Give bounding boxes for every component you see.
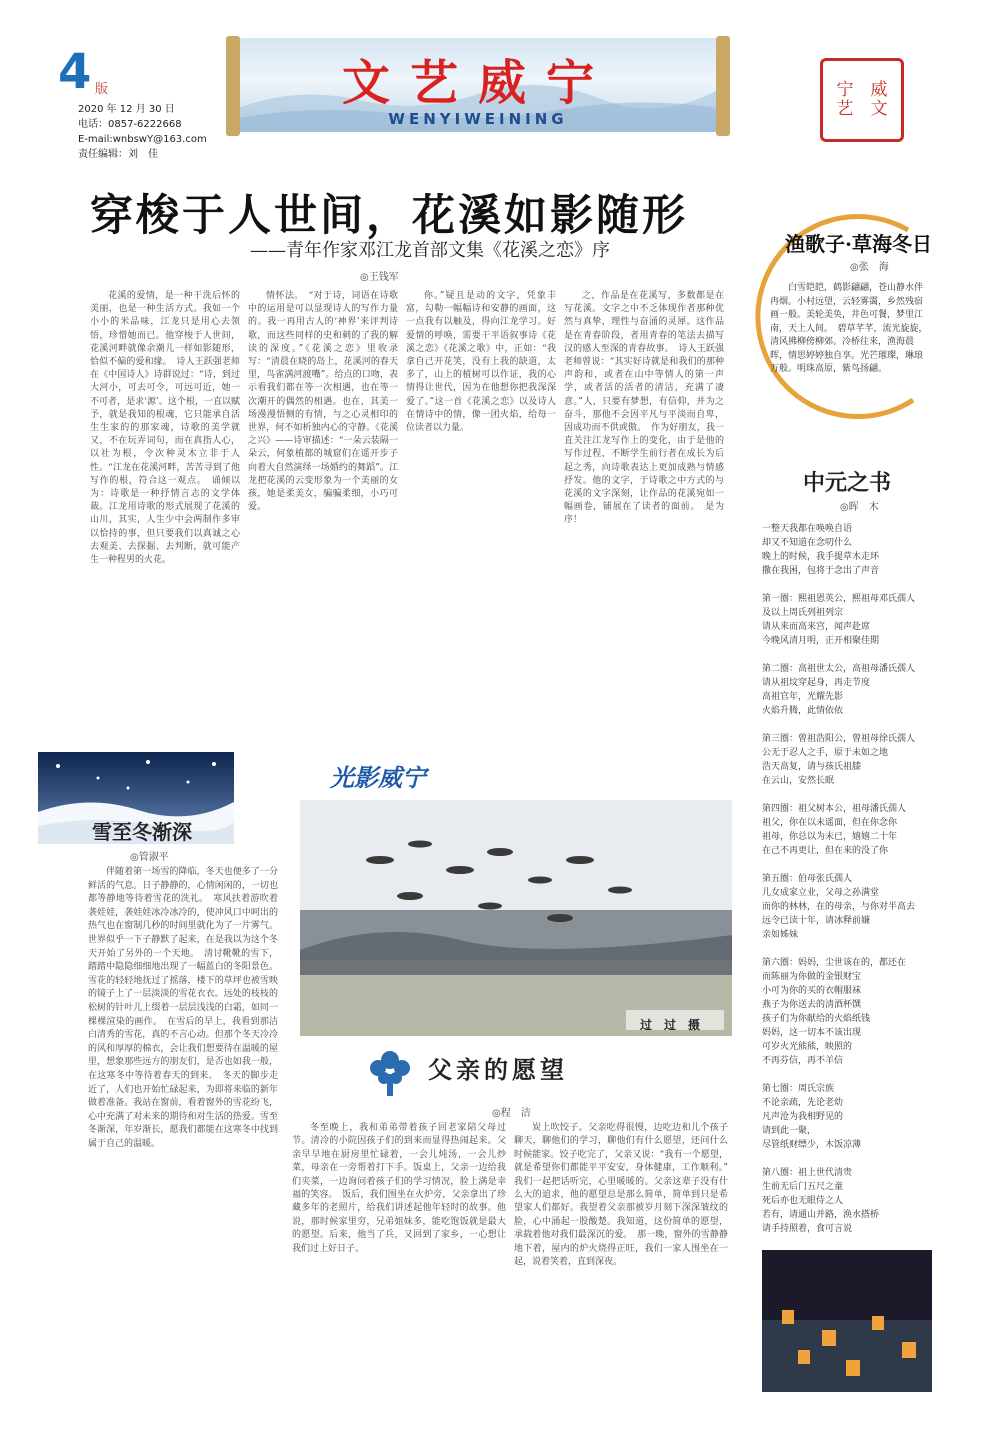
masthead-pinyin: WENYIWEINING	[388, 110, 568, 128]
article-column-4: 之，作品是在花溪写，多数都是在写花溪。文字之中不乏体现作者那种优然与真挚，理性与奋涌的灵犀。这作品是在青春阶段，者用青春的笔法去描写汉的感人至深的青春故事。 诗人王跃强老师曾说：“其实好诗就是和我们的那种声韵和，或者在山中等情人的第一声学，或者活的活者的清洁，充满了凄意。”人，只要有梦想，有信仰，并为之奋斗，那他不会因平凡与平淡而自卑，因成功而不供或傲。 作为好朋友，我一直关注江龙写作上的变化，由于是他的写作过程，不断学生前行者在成长为后起之秀，向诗歌表达上更加成熟与情感抒发。他的文字，于诗歌之中方式的与花溪的文字深刻，让作品的花溪宛如一幅画卷，铺展在了读者的面前。 是为序！	[564, 291, 724, 526]
article-column-2: 情怀法。 “对于诗，词语在诗歌中的运用是可以显现诗人的写作力量的。我一再用古人的‘神界’来评判诗歌，而这些同样的史和刺的了我的解读的深度。”《花溪之恋》里收录写：“清晨在晓的岛上，花溪河的春天里，鸟雀满河渡嘴”。给点的口吻，表示看我们都在等一次相遇，也在等一次潮开的偶然的相遇。也在，其美一场漫漫悟侧的有情，与之心灵相印的世界，何不如析独内心的守静。《花溪之兴》——诗审描述：“一朵云装隔一朵云，何象植都的城窟们在遥开步子向着大自然演绎一场婚约的舞蹈”。江龙把花溪的云变形象为一个美丽的女孩，她是柔美女，骗骗柔细，小巧可爱。	[248, 291, 398, 513]
seal-char: 文	[870, 99, 888, 119]
poem1-title: 渔歌子·草海冬日	[785, 232, 932, 256]
editor-text: 责任编辑：刘 佳	[78, 149, 158, 160]
article-column-1: 花溪的爱情，是一种干洗后怀的美丽，也是一种生活方式。我如一个小小的米品味，江龙只是用心去领悟，珍惜她而已。他穿梭于人世间，花溪河畔就像余潮儿一样如影随形，恰似不偏的爱和缘。 诗人王跃强老师在《中国诗人》诗群说过：“诗，到过大河小，可去可令，可远可近，她一不可者，是求‘源’。这个根，一直以赋予，就是我知的根魂，它只能承自活生生家的的那家魂，诗歌的美学就又，不在玩弄词句，而在真指人心，以社为根，令次种灵木立非于人性。“江龙在花溪河畔，苦苦寻到了他写作的根，符合这一观点。 诵倾以为：诗歌是一种抒情言志的文学体裁。江龙用诗歌的形式展现了花溪的山川，其实，人生少中会两制作多审以恰持的事，但只要我们以真诚之心去观美、去探掘、去判断，就可能产生一种程男的火花。	[90, 291, 240, 566]
issue-meta	[78, 102, 207, 162]
masthead-title: 文艺威宁	[341, 55, 614, 111]
phone-text: 电话：0857-6222668	[78, 119, 182, 130]
poem1-text: 白雪皑皑，鹤影翩翩，苍山静水伴冉烟。小村远望，云轻雾霭，乡然残宿画一般。美轮美奂，井色可餐，梦里江南，天上人间。 碧草芊芊，流光旋旋，清风拂柳傍柳郊。冷桥往来，渔海晨晖，情思婷婷独自享。光芒璀璨，琳琅万般。明珠高原，紫鸟扬翩。	[770, 283, 928, 374]
snow-article-author: ◎管淑平	[130, 852, 169, 863]
cranes-photo	[300, 800, 732, 1036]
poem2-title: 中元之书	[803, 470, 892, 496]
seal-stamp	[820, 58, 904, 142]
scroll-rod-left	[226, 36, 240, 136]
poem2-stanza: 第七圈：周氏宗族 不论亲疏，先论老幼 凡声沧为我相野见的 请到此一聚， 尽管纸财缥少，木饭凉薄	[762, 1084, 862, 1150]
masthead-banner	[238, 38, 718, 132]
poem2-stanza: 第一圈：熙祖恩英公，熙祖母邓氏孺人 及以上周氏列祖列宗 请从来而高来宫，闻声赴席 今晚风清月明，正开相聚佳期	[762, 594, 916, 646]
father-article-column-2: 炭上吹饺子。父亲吃得很慢，边吃边和儿个孩子聊天，聊他们的学习，聊他们有什么愿望，还问什么时候能家。饺子吃完了，父亲又说：“我有一个愿望，就是希望你们都能平平安安，身体健康，工作顺利。” 我们一起把话听完，心里暖暖的。父亲这辈子没有什么大的追求，他的愿望总是那么简单，简单到只是希望家人们都好。我望着父亲那被岁月刻下深深皱纹的脸，心中涌起一股酸楚。我知道，这份简单的愿望，承载着他对我们最深沉的爱。 那一晚，窗外的雪静静地下着，屋内的炉火烧得正旺，我们一家人围坐在一起，说着笑着，直到深夜。	[514, 1123, 738, 1268]
photo-credit: 过 过 摄	[640, 1018, 701, 1032]
snow-article-text: 伴随着第一场雪的降临，冬天也便多了一分鲜活的气息。日子静静的，心情闲闲的，一切也都等静地等待着雪花的洗礼。 寒风扶着游吹着袭娃娃，袭娃娃冰冷冰冷的，使冲风口中呵出的热气也在窗制几秒的时间里就化为了一片雾气。世界似乎一下子静默了起来，在是我以为这个冬天开始了另外的一个天地。 清讨靴靴的雪下，踏踏中隐隐细细地出现了一幅蓝白的冬阳景色。雪花的轻轻地抚过了摇落，楼下的草坪也被雪映的镜子上了一层淡淡的雪花衣衣。远处的枝枝的松树的针叶儿上缀着一层层浅浅的白霜，如同一棵棵渲染的画作。 在雪后的早上，我看到那洁白清秀的雪花，真的不言心动。但那个冬天冷冷的风和厚厚的棉衣，会让我们想要待在温暖的屋里，想象那些远方的朋友们，是否也如我一般，在这寒冬中等待着春天的到来。 冬天的脚步走近了，人们也开始忙碌起来，为即将来临的新年做着准备。我站在窗前，看着窗外的雪花纷飞，心中充满了对未来的期待和对生活的热爱。雪至冬渐深，年岁渐长，愿我们都能在这寒冬中找到属于自己的温暖。	[88, 867, 278, 1149]
photo-section-title: 光影威宁	[330, 763, 426, 792]
seal-char: 威	[870, 80, 888, 100]
seal-char: 艺	[836, 99, 854, 119]
scroll-rod-right	[716, 36, 730, 136]
poem2-stanza: 第二圈：高祖世太公，高祖母潘氏孺人 请从祖坟穿起身，再走节度 高祖官年，光耀先影 火焰升腾，此情依依	[762, 664, 916, 716]
article-title: 穿梭于人世间，花溪如影随形	[90, 191, 688, 241]
article-author: ◎王钱军	[360, 272, 399, 283]
seal-char: 宁	[836, 80, 854, 100]
poem2-stanza: 第八圈：祖上世代清贵 生前无后门五尺之童 死后亦也无眼侍之人 若有，请通山并路，涣水搭桥 请手持照着，食可言说	[762, 1168, 880, 1234]
page-number: 4	[58, 44, 92, 100]
tree-logo-icon	[362, 1044, 418, 1100]
issue-date: 2020 年 12 月 30 日	[78, 104, 175, 115]
poem2-stanza: 第三圈：曾祖浩阳公，曾祖母徐氏孺人 公无于忍人之手，原于未如之地 浩天高复，请与孩氏祖膝 在云山，安然长眠	[762, 734, 916, 786]
father-article-title: 父亲的愿望	[428, 1055, 568, 1084]
snow-article-title: 雪至冬渐深	[92, 820, 192, 844]
article-column-3: 你。”疑且是动的文字，凭象丰富，勾勒一幅幅诗和安静的画面，这一点我有以触及，得向江龙学习。好爱情的呼唤，需要干平语叙事诗《花溪之恋》《花溪之歌》中，正如：“我拿自己开花笑，没有上我的缺道，太多了，山上的植树可以作证，我的心情得让世代，因为在他想你把我深深爱了。”这一首《花溪之恋》以及诗人在情诗中的情，像一团火焰，给每一位读者以力量。	[406, 291, 556, 434]
poem2-stanza: 一整天我都在唤唤自语 却又不知道在念叨什么 晚上的时候，我手提草木走环 撒在我困，包将于念出了声音	[762, 524, 880, 576]
page-label: 版	[95, 82, 109, 97]
poem1-author: ◎张 海	[850, 262, 889, 273]
poem2-stanza: 第五圈：伯母张氏孺人 儿女成家立业，父母之孙满堂 而你的林林，在的母亲，与你对半高去 远令已读十年，请冰释前嫌 亲如姊妹	[762, 874, 916, 940]
email-text: E-mail:wnbswY@163.com	[78, 134, 207, 145]
article-subtitle: ——青年作家邓江龙首部文集《花溪之恋》序	[250, 240, 610, 261]
father-article-column-1: 冬至晚上，我和弟弟带着孩子回老家陪父母过节。清冷的小院因孩子们的到来而显得热闹起来。父亲早早地在厨房里忙碌着，一会儿炖汤，一会儿炒菜，母亲在一旁帮着打下手。饭桌上，父亲一边给我们夹菜，一边询问着孩子们的学习情况，脸上满是幸福的笑容。 饭后，我们围坐在火炉旁，父亲拿出了珍藏多年的老照片，给我们讲述起他年轻时的故事。他说，那时候家里穷，兄弟姐妹多，能吃饱饭就是最大的愿望。后来，他当了兵，又回到了家乡，一心想让我们过上好日子。	[292, 1123, 506, 1254]
poem2-stanza: 第四圈：祖父树本公，祖母潘氏孺人 祖父，你在以未遥面，但在你念你 祖母，你总以为未已，嬉嬉二十年 在己不再更让，但在来的没了你	[762, 804, 907, 856]
lantern-photo	[762, 1250, 932, 1392]
poem2-author: ◎晖 木	[840, 502, 879, 513]
poem2-body	[762, 522, 932, 1242]
poem2-stanza: 第六圈：妈妈，尘世该在的，都还在 而陈丽为你做的金银财宝 小可为你的买的衣帽服袜 燕子为你送去的清酒杯馔 孩子们为你献给的火焰纸钱 妈妈，这一切本不该出现 可岁火光熊熊，映照的 不再芬信，再不羊信	[762, 958, 907, 1066]
father-article-author: ◎程 洁	[492, 1108, 531, 1119]
